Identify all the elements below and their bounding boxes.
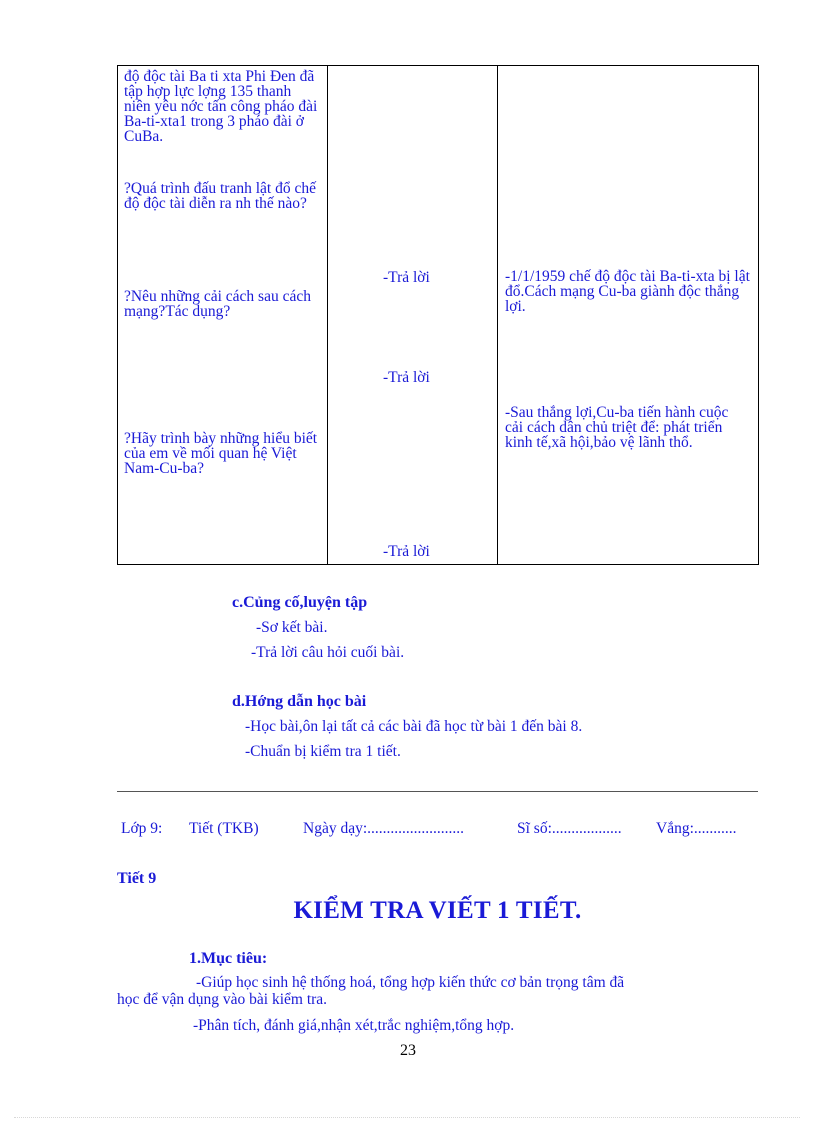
page-title: KIỂM TRA VIẾT 1 TIẾT. <box>293 897 582 924</box>
page-bottom-border <box>14 1117 800 1118</box>
objectives-line-2: -Phân tích, đánh giá,nhận xét,trắc nghiệm,tổng hợp. <box>193 1017 515 1034</box>
info-si-so: Sĩ số:.................. <box>517 820 622 837</box>
answer-label-3: -Trả lời <box>383 543 430 560</box>
question-3: ?Hãy trình bày những hiểu biết của em về mối quan hệ Việt Nam-Cu-ba? <box>124 430 318 477</box>
table-intro-text: độ độc tài Ba ti xta Phi Đen đã tập hợp lực lợng 135 thanh niên yêu nớc tấn công pháo đài Ba-ti-xta1 trong 3 pháo đài ở CuBa. <box>124 68 318 145</box>
info-vang: Vắng:........... <box>656 820 737 837</box>
section-c-line-2: -Trả lời câu hỏi cuối bài. <box>251 644 405 661</box>
section-d-line-1: -Học bài,ôn lại tất cả các bài đã học từ bài 1 đến bài 8. <box>245 718 583 735</box>
answer-content-2: -Sau thắng lợi,Cu-ba tiến hành cuộc cải cách dân chủ triệt để: phát triển kinh tế,xã hội,bảo vệ lãnh thổ. <box>505 404 729 451</box>
table-divider-1 <box>327 65 328 565</box>
page-number: 23 <box>400 1042 416 1059</box>
objectives-line-1b: học để vận dụng vào bài kiểm tra. <box>117 991 328 1008</box>
lesson-label: Tiết 9 <box>117 870 157 887</box>
answer-label-1: -Trả lời <box>383 269 430 286</box>
question-1: ?Quá trình đấu tranh lật đổ chế độ độc tài diễn ra nh thế nào? <box>124 180 316 212</box>
info-ngay-day: Ngày dạy:......................... <box>303 820 465 837</box>
info-tiet: Tiết (TKB) <box>189 820 259 837</box>
section-divider <box>117 791 758 792</box>
objectives-line-1a: -Giúp học sinh hệ thống hoá, tổng hợp kiến thức cơ bản trọng tâm đã <box>196 974 625 991</box>
table-divider-2 <box>497 65 498 565</box>
answer-label-2: -Trả lời <box>383 369 430 386</box>
objectives-heading: 1.Mục tiêu: <box>189 950 268 967</box>
section-c-heading: c.Củng cố,luyện tập <box>232 594 368 611</box>
question-2: ?Nêu những cải cách sau cách mạng?Tác dụng? <box>124 288 311 320</box>
answer-content-1: -1/1/1959 chế độ độc tài Ba-ti-xta bị lật đổ.Cách mạng Cu-ba giành độc thắng lợi. <box>505 268 750 315</box>
info-lop: Lớp 9: <box>121 820 163 837</box>
section-d-line-2: -Chuẩn bị kiểm tra 1 tiết. <box>245 743 401 760</box>
section-d-heading: d.Hớng dẫn học bài <box>232 693 367 710</box>
section-c-line-1: -Sơ kết bài. <box>256 619 328 636</box>
